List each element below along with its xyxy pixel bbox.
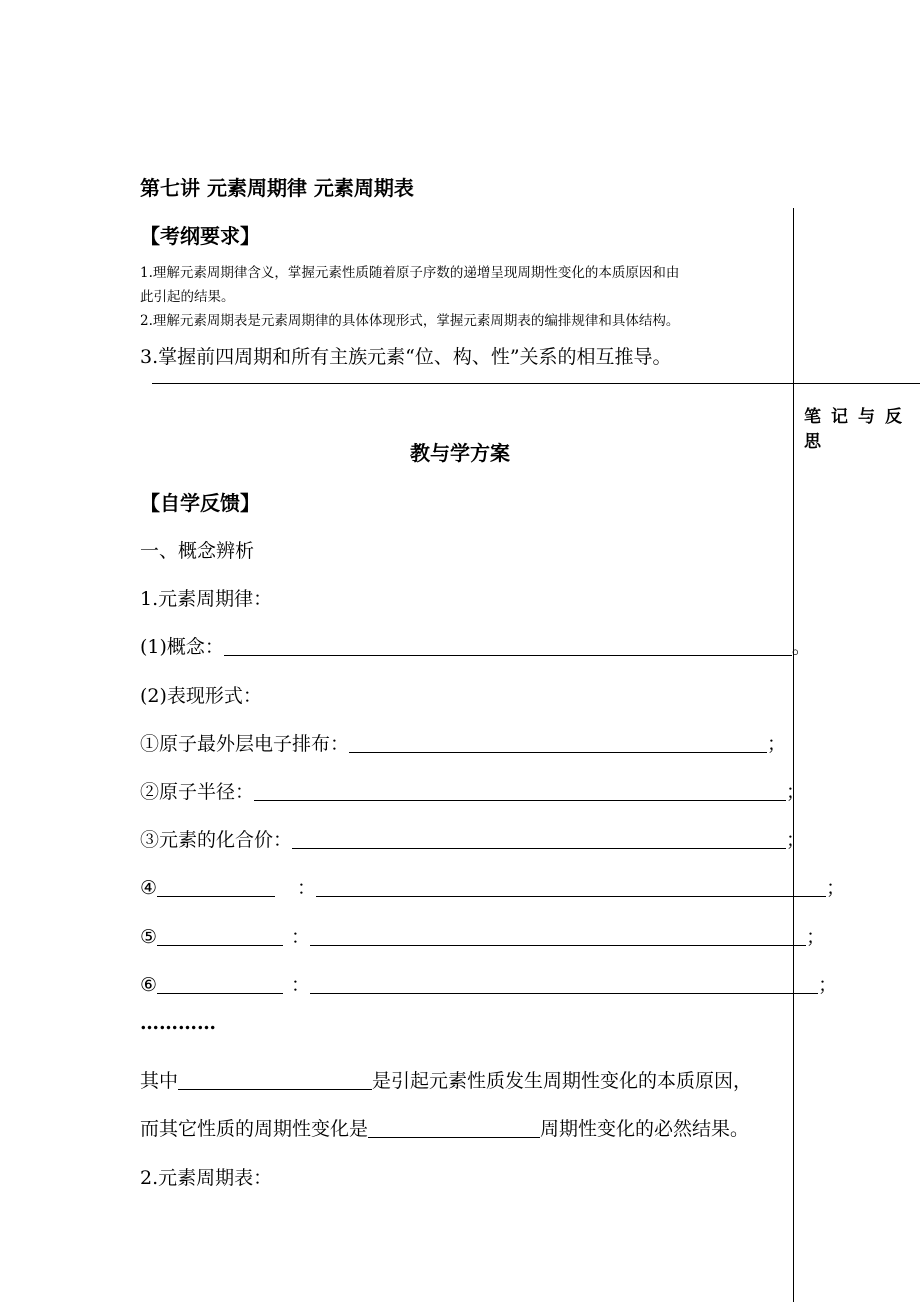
form4-name-blank[interactable] — [157, 876, 275, 897]
ellipsis: ………… — [140, 1012, 216, 1034]
form-row-4 — [140, 873, 845, 900]
form4-semicolon: ； — [826, 877, 846, 899]
form1-blank[interactable] — [349, 732, 767, 753]
syllabus-item-2: 2.理解元素周期表是元素周期律的具体体现形式，掌握元素周期表的编排规律和具体结构。 — [140, 313, 680, 329]
sentence2-end: 周期性变化的必然结果。 — [540, 1118, 750, 1140]
essence-sentence-2 — [140, 1114, 749, 1141]
concept-end: 。 — [791, 636, 811, 658]
form2-semicolon: ； — [786, 781, 806, 803]
form2-blank[interactable] — [254, 780, 786, 801]
form6-blank[interactable] — [310, 973, 818, 994]
form5-name-blank[interactable] — [157, 925, 283, 946]
plan-heading: 教与学方案 — [410, 441, 510, 465]
form5-label: ⑤ — [140, 926, 158, 948]
form4-colon: ： — [297, 877, 317, 899]
form5-semicolon: ； — [806, 926, 826, 948]
forms-label: (2)表现形式： — [140, 685, 262, 707]
concept-row — [140, 632, 811, 659]
essence-blank[interactable] — [178, 1069, 372, 1090]
form3-label: ③元素的化合价： — [140, 829, 293, 851]
form-row-5 — [140, 922, 825, 949]
item-periodic-law: 1.元素周期律： — [140, 588, 273, 610]
form-row-3 — [140, 825, 805, 852]
margin-divider-vertical — [793, 208, 794, 1302]
result-blank[interactable] — [368, 1117, 540, 1138]
concept-label: (1)概念： — [140, 636, 224, 658]
form4-blank[interactable] — [316, 876, 826, 897]
syllabus-item-1-line-2: 此引起的结果。 — [140, 289, 235, 305]
page-title: 第七讲 元素周期律 元素周期表 — [140, 176, 414, 200]
syllabus-item-3: 3.掌握前四周期和所有主族元素“位、构、性”关系的相互推导。 — [140, 346, 672, 368]
syllabus-item-1-line-1: 1.理解元素周期律含义，掌握元素性质随着原子序数的递增呈现周期性变化的本质原因和由 — [140, 265, 680, 281]
form-row-1 — [140, 729, 786, 756]
concept-blank[interactable] — [224, 635, 792, 656]
sentence1-end: 是引起元素性质发生周期性变化的本质原因， — [372, 1070, 753, 1092]
essence-sentence-1 — [140, 1066, 752, 1093]
section-concept-analysis: 一、概念辨析 — [140, 540, 255, 562]
form6-label: ⑥ — [140, 974, 158, 996]
sentence1-start: 其中 — [140, 1070, 179, 1092]
sentence2-start: 而其它性质的周期性变化是 — [140, 1118, 369, 1140]
form3-semicolon: ； — [786, 829, 806, 851]
self-study-heading: 【自学反馈】 — [140, 491, 260, 515]
form5-colon: ： — [291, 926, 311, 948]
syllabus-heading: 【考纲要求】 — [140, 224, 260, 248]
form1-label: ①原子最外层电子排布： — [140, 733, 350, 755]
form1-semicolon: ； — [767, 733, 787, 755]
form3-blank[interactable] — [292, 828, 786, 849]
form6-semicolon: ； — [818, 974, 838, 996]
form6-name-blank[interactable] — [157, 973, 283, 994]
form4-label: ④ — [140, 877, 158, 899]
form-row-6 — [140, 970, 837, 997]
form6-colon: ： — [291, 974, 311, 996]
form5-blank[interactable] — [310, 925, 806, 946]
notes-reflection-label: 笔记与反思 — [804, 407, 912, 452]
form2-label: ②原子半径： — [140, 781, 255, 803]
form-row-2 — [140, 777, 805, 804]
item-periodic-table: 2.元素周期表： — [140, 1167, 273, 1189]
section-divider-horizontal — [152, 383, 920, 384]
